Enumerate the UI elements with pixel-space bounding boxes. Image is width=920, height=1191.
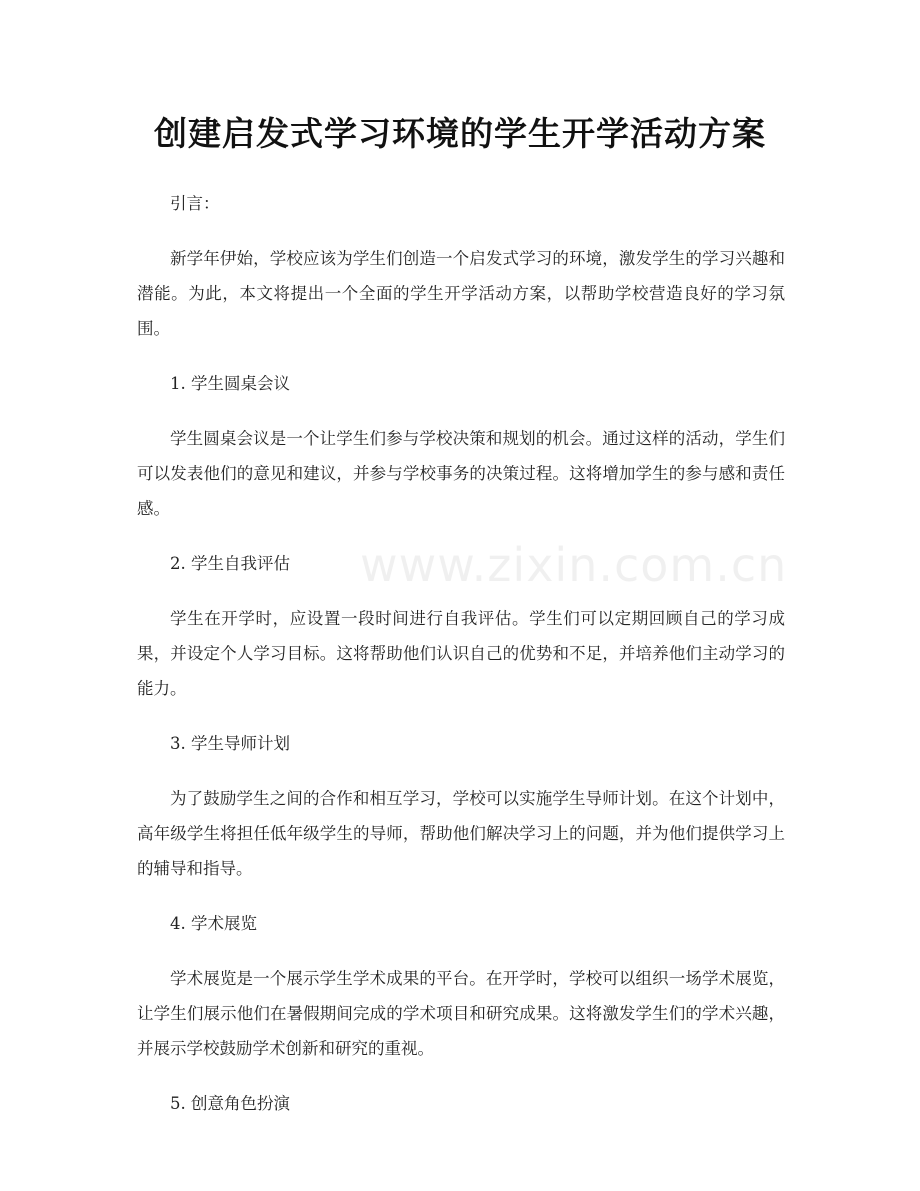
watermark: www.zixin.com.cn (360, 538, 788, 592)
intro-paragraph: 新学年伊始，学校应该为学生们创造一个启发式学习的环境，激发学生的学习兴趣和潜能。为此，本文将提出一个全面的学生开学活动方案，以帮助学校营造良好的学习氛围。 (137, 249, 785, 338)
section-paragraph-4: 学术展览是一个展示学生学术成果的平台。在开学时，学校可以组织一场学术展览，让学生们展示他们在暑假期间完成的学术项目和研究成果。这将激发学生们的学术兴趣，并展示学校鼓励学术创新和研究的重视。 (137, 969, 785, 1058)
section-paragraph-2: 学生在开学时，应设置一段时间进行自我评估。学生们可以定期回顾自己的学习成果，并设定个人学习目标。这将帮助他们认识自己的优势和不足，并培养他们主动学习的能力。 (137, 609, 785, 698)
section-heading-2: 2. 学生自我评估 (170, 554, 290, 573)
intro-heading: 引言： (170, 194, 220, 213)
section-heading-5: 5. 创意角色扮演 (170, 1094, 290, 1113)
section-heading-3: 3. 学生导师计划 (170, 734, 290, 753)
document-body (137, 186, 788, 1141)
section-paragraph-3: 为了鼓励学生之间的合作和相互学习，学校可以实施学生导师计划。在这个计划中，高年级学生将担任低年级学生的导师，帮助他们解决学习上的问题，并为他们提供学习上的辅导和指导。 (137, 789, 785, 878)
section-paragraph-1: 学生圆桌会议是一个让学生们参与学校决策和规划的机会。通过这样的活动，学生们可以发表他们的意见和建议，并参与学校事务的决策过程。这将增加学生的参与感和责任感。 (137, 429, 785, 518)
document-title: 创建启发式学习环境的学生开学活动方案 (154, 114, 766, 153)
section-heading-1: 1. 学生圆桌会议 (170, 374, 290, 393)
section-heading-4: 4. 学术展览 (170, 914, 257, 933)
